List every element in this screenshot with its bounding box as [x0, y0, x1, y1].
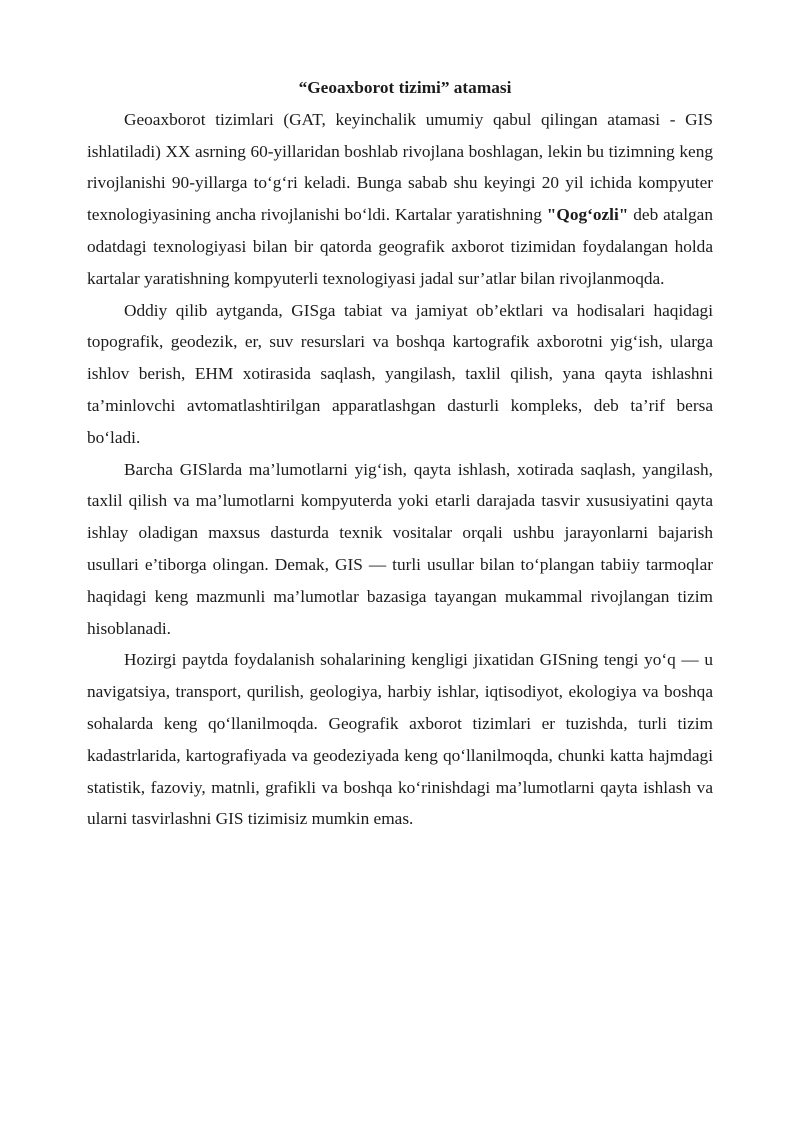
paragraph-1-bold-term: "Qog‘ozli"	[546, 205, 629, 225]
paragraph-2: Oddiy qilib aytganda, GISga tabiat va jamiyat ob’ektlari va hodisalari haqidagi topografik, geodezik, er, suv resurslari va boshqa kartografik axborotni yig‘ish, ularga ishlov berish, EHM xotirasida saqlash, yangilash, taxlil qilish, yana qayta ishlashni ta’minlovchi avtomatlashtirilgan apparatlashgan dasturli kompleks, deb ta’rif bersa bo‘ladi.	[87, 300, 713, 447]
document-title: “Geoaxborot tizimi” atamasi	[298, 78, 512, 97]
paragraph-1-text-before: Geoaxborot tizimlari (GAT, keyinchalik umumiy qabul qilingan atamasi - GIS ishlatiladi) XX asrning 60-yillaridan boshlab rivojlana boshlagan, lekin bu tizimning keng rivojlanishi 90-yillarga to‘g‘ri keladi. Bunga sabab shu keyingi 20 yil ichida kompyuter texnologiyasining ancha rivojlanishi bo‘ldi. Kartalar yaratishning	[87, 109, 713, 225]
paragraph-3: Barcha GISlarda ma’lumotlarni yig‘ish, qayta ishlash, xotirada saqlash, yangilash, taxlil qilish va ma’lumotlarni kompyuterda yoki etarli darajada tasvir xususiyatini qayta ishlay oladigan maxsus dasturda texnik vositalar orqali ushbu jarayonlarni bajarish usullari e’tiborga olingan. Demak, GIS — turli usullar bilan to‘plangan tabiiy tarmoqlar haqidagi keng mazmunli ma’lumotlar bazasiga tayangan mukammal rivojlangan tizim hisoblanadi.	[87, 459, 713, 638]
paragraph-1-text-after: deb atalgan odatdagi texnologiyasi bilan bir qatorda geografik axborot tizimidan foydalangan holda kartalar yaratishning kompyuterli texnologiyasi jadal sur’atlar bilan rivojlanmoqda.	[87, 205, 713, 288]
paragraph-4: Hozirgi paytda foydalanish sohalarining kengligi jixatidan GISning tengi yo‘q — u navigatsiya, transport, qurilish, geologiya, harbiy ishlar, iqtisodiyot, ekologiya va boshqa sohalarda keng qo‘llanilmoqda. Geografik axborot tizimlari er tuzishda, turli tizim kadastrlarida, kartografiyada va geodeziyada keng qo‘llanilmoqda, chunki katta hajmdagi statistik, fazoviy, matnli, grafikli va boshqa ko‘rinishdagi ma’lumotlarni qayta ishlash va ularni tasvirlashni GIS tizimisiz mumkin emas.	[87, 650, 713, 829]
paragraph-1	[87, 104, 713, 295]
document-page	[87, 72, 713, 835]
